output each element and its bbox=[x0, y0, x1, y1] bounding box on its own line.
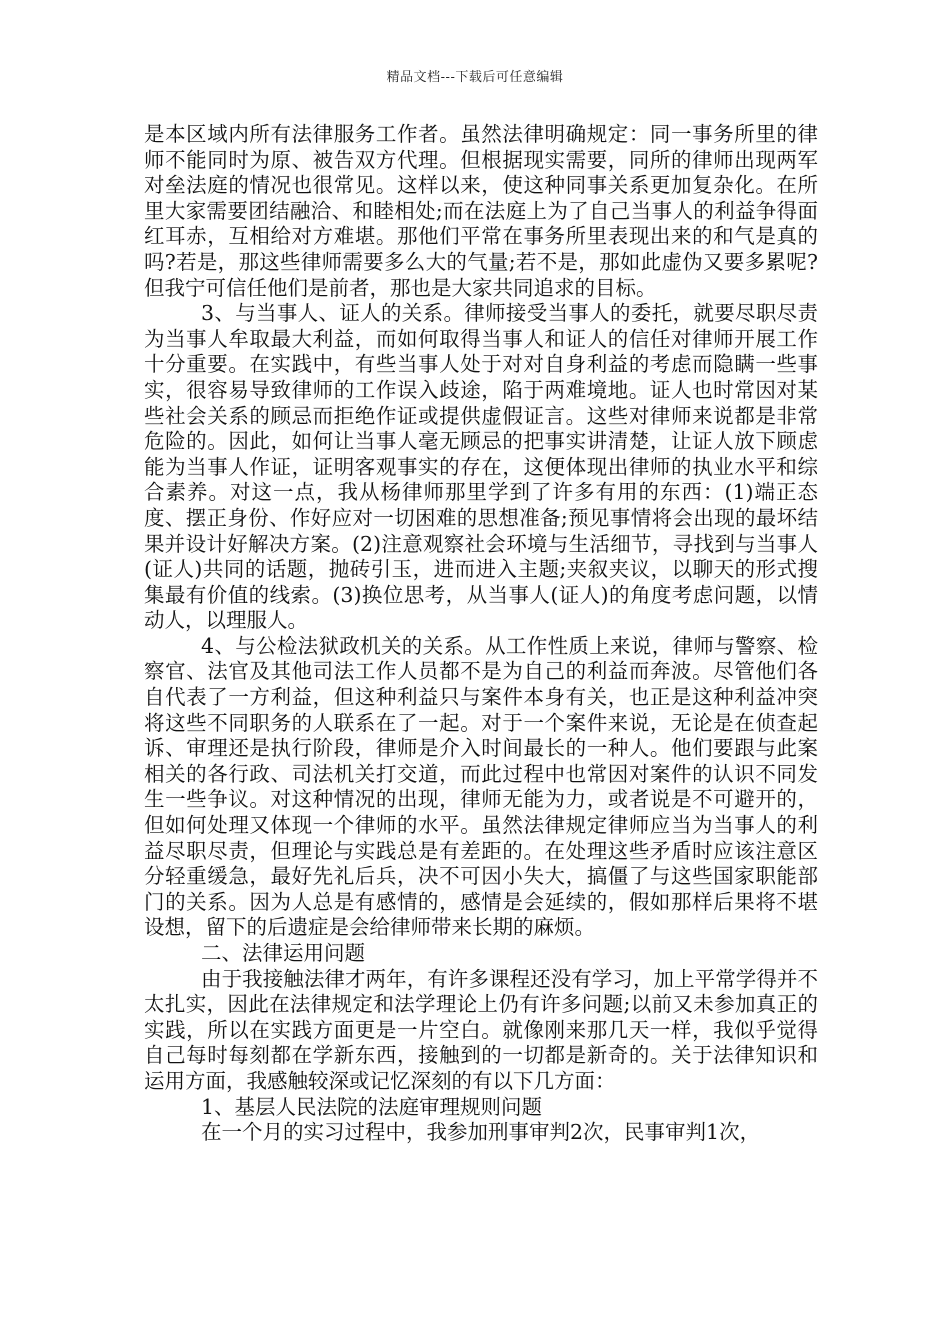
paragraph-trial-experience: 在一个月的实习过程中，我参加刑事审判2次，民事审判1次， bbox=[201, 1120, 761, 1145]
paragraph-judicial-organ-relations: 4、与公检法狱政机关的关系。从工作性质上来说，律师与警察、检察官、法官及其他司法工作人员都不是为自己的利益而奔波。尽管他们各自代表了一方利益，但这种利益只与案件本身有关，也正是这种利益冲突将这些不同职务的人联系在了一起。对于一个案件来说，无论是在侦查起诉、审理还是执行阶段，律师是介入时间最长的一种人。他们要跟与此案相关的各行政、司法机关打交道，而此过程中也常因对案件的认识不同发生一些争议。对这种情况的出现，律师无能为力，或者说是不可避开的，但如何处理又体现一个律师的水平。虽然法律规定律师应当为当事人的利益尽职尽责，但理论与实践总是有差距的。在处理这些矛盾时应该注意区分轻重缓急，最好先礼后兵，决不可因小失大，搞僵了与这些国家职能部门的关系。因为人总是有感情的，感情是会延续的，假如那样后果将不堪设想，留下的后遗症是会给律师带来长期的麻烦。 bbox=[144, 633, 818, 940]
paragraph-continuation: 是本区域内所有法律服务工作者。虽然法律明确规定：同一事务所里的律师不能同时为原、被告双方代理。但根据现实需要，同所的律师出现两军对垒法庭的情况也很常见。这样以来，使这种同事关系更加复杂化。在所里大家需要团结融洽、和睦相处;而在法庭上为了自己当事人的利益争得面红耳赤，互相给对方难堪。那他们平常在事务所里表现出来的和气是真的吗?若是，那这些律师需要多么大的气量;若不是，那如此虚伪又要多累呢?但我宁可信任他们是前者，那也是大家共同追求的目标。 bbox=[144, 122, 818, 300]
page-header: 精品文档---下载后可任意编辑 bbox=[386, 70, 564, 85]
section-heading-law-application: 二、法律运用问题 bbox=[201, 941, 365, 965]
paragraph-client-witness-relations: 3、与当事人、证人的关系。律师接受当事人的委托，就要尽职尽责为当事人牟取最大利益，而如何取得当事人和证人的信任对律师开展工作十分重要。在实践中，有些当事人处于对对自身利益的考虑而隐瞒一些事实，很容易导致律师的工作误入歧途，陷于两难境地。证人也时常因对某些社会关系的顾忌而拒绝作证或提供虚假证言。这些对律师来说都是非常危险的。因此，如何让当事人毫无顾忌的把事实讲清楚，让证人放下顾虑能为当事人作证，证明客观事实的存在，这便体现出律师的执业水平和综合素养。对这一点，我从杨律师那里学到了许多有用的东西：(1)端正态度、摆正身份、作好应对一切困难的思想准备;预见事情将会出现的最坏结果并设计好解决方案。(2)注意观察社会环境与生活细节，寻找到与当事人(证人)共同的话题，抛砖引玉，进而进入主题;夹叙夹议，以聊天的形式搜集最有价值的线索。(3)换位思考，从当事人(证人)的角度考虑问题，以情动人，以理服人。 bbox=[144, 301, 818, 633]
paragraph-law-application-intro: 由于我接触法律才两年，有许多课程还没有学习，加上平常学得并不太扎实，因此在法律规定和法学理论上仍有许多问题;以前又未参加真正的实践，所以在实践方面更是一片空白。就像刚来那几天一样，我似乎觉得自己每时每刻都在学新东西，接触到的一切都是新奇的。关于法律知识和运用方面，我感触较深或记忆深刻的有以下几方面： bbox=[144, 966, 818, 1093]
subsection-heading-court-rules: 1、基层人民法院的法庭审理规则问题 bbox=[201, 1094, 543, 1119]
document-body bbox=[144, 122, 818, 1146]
